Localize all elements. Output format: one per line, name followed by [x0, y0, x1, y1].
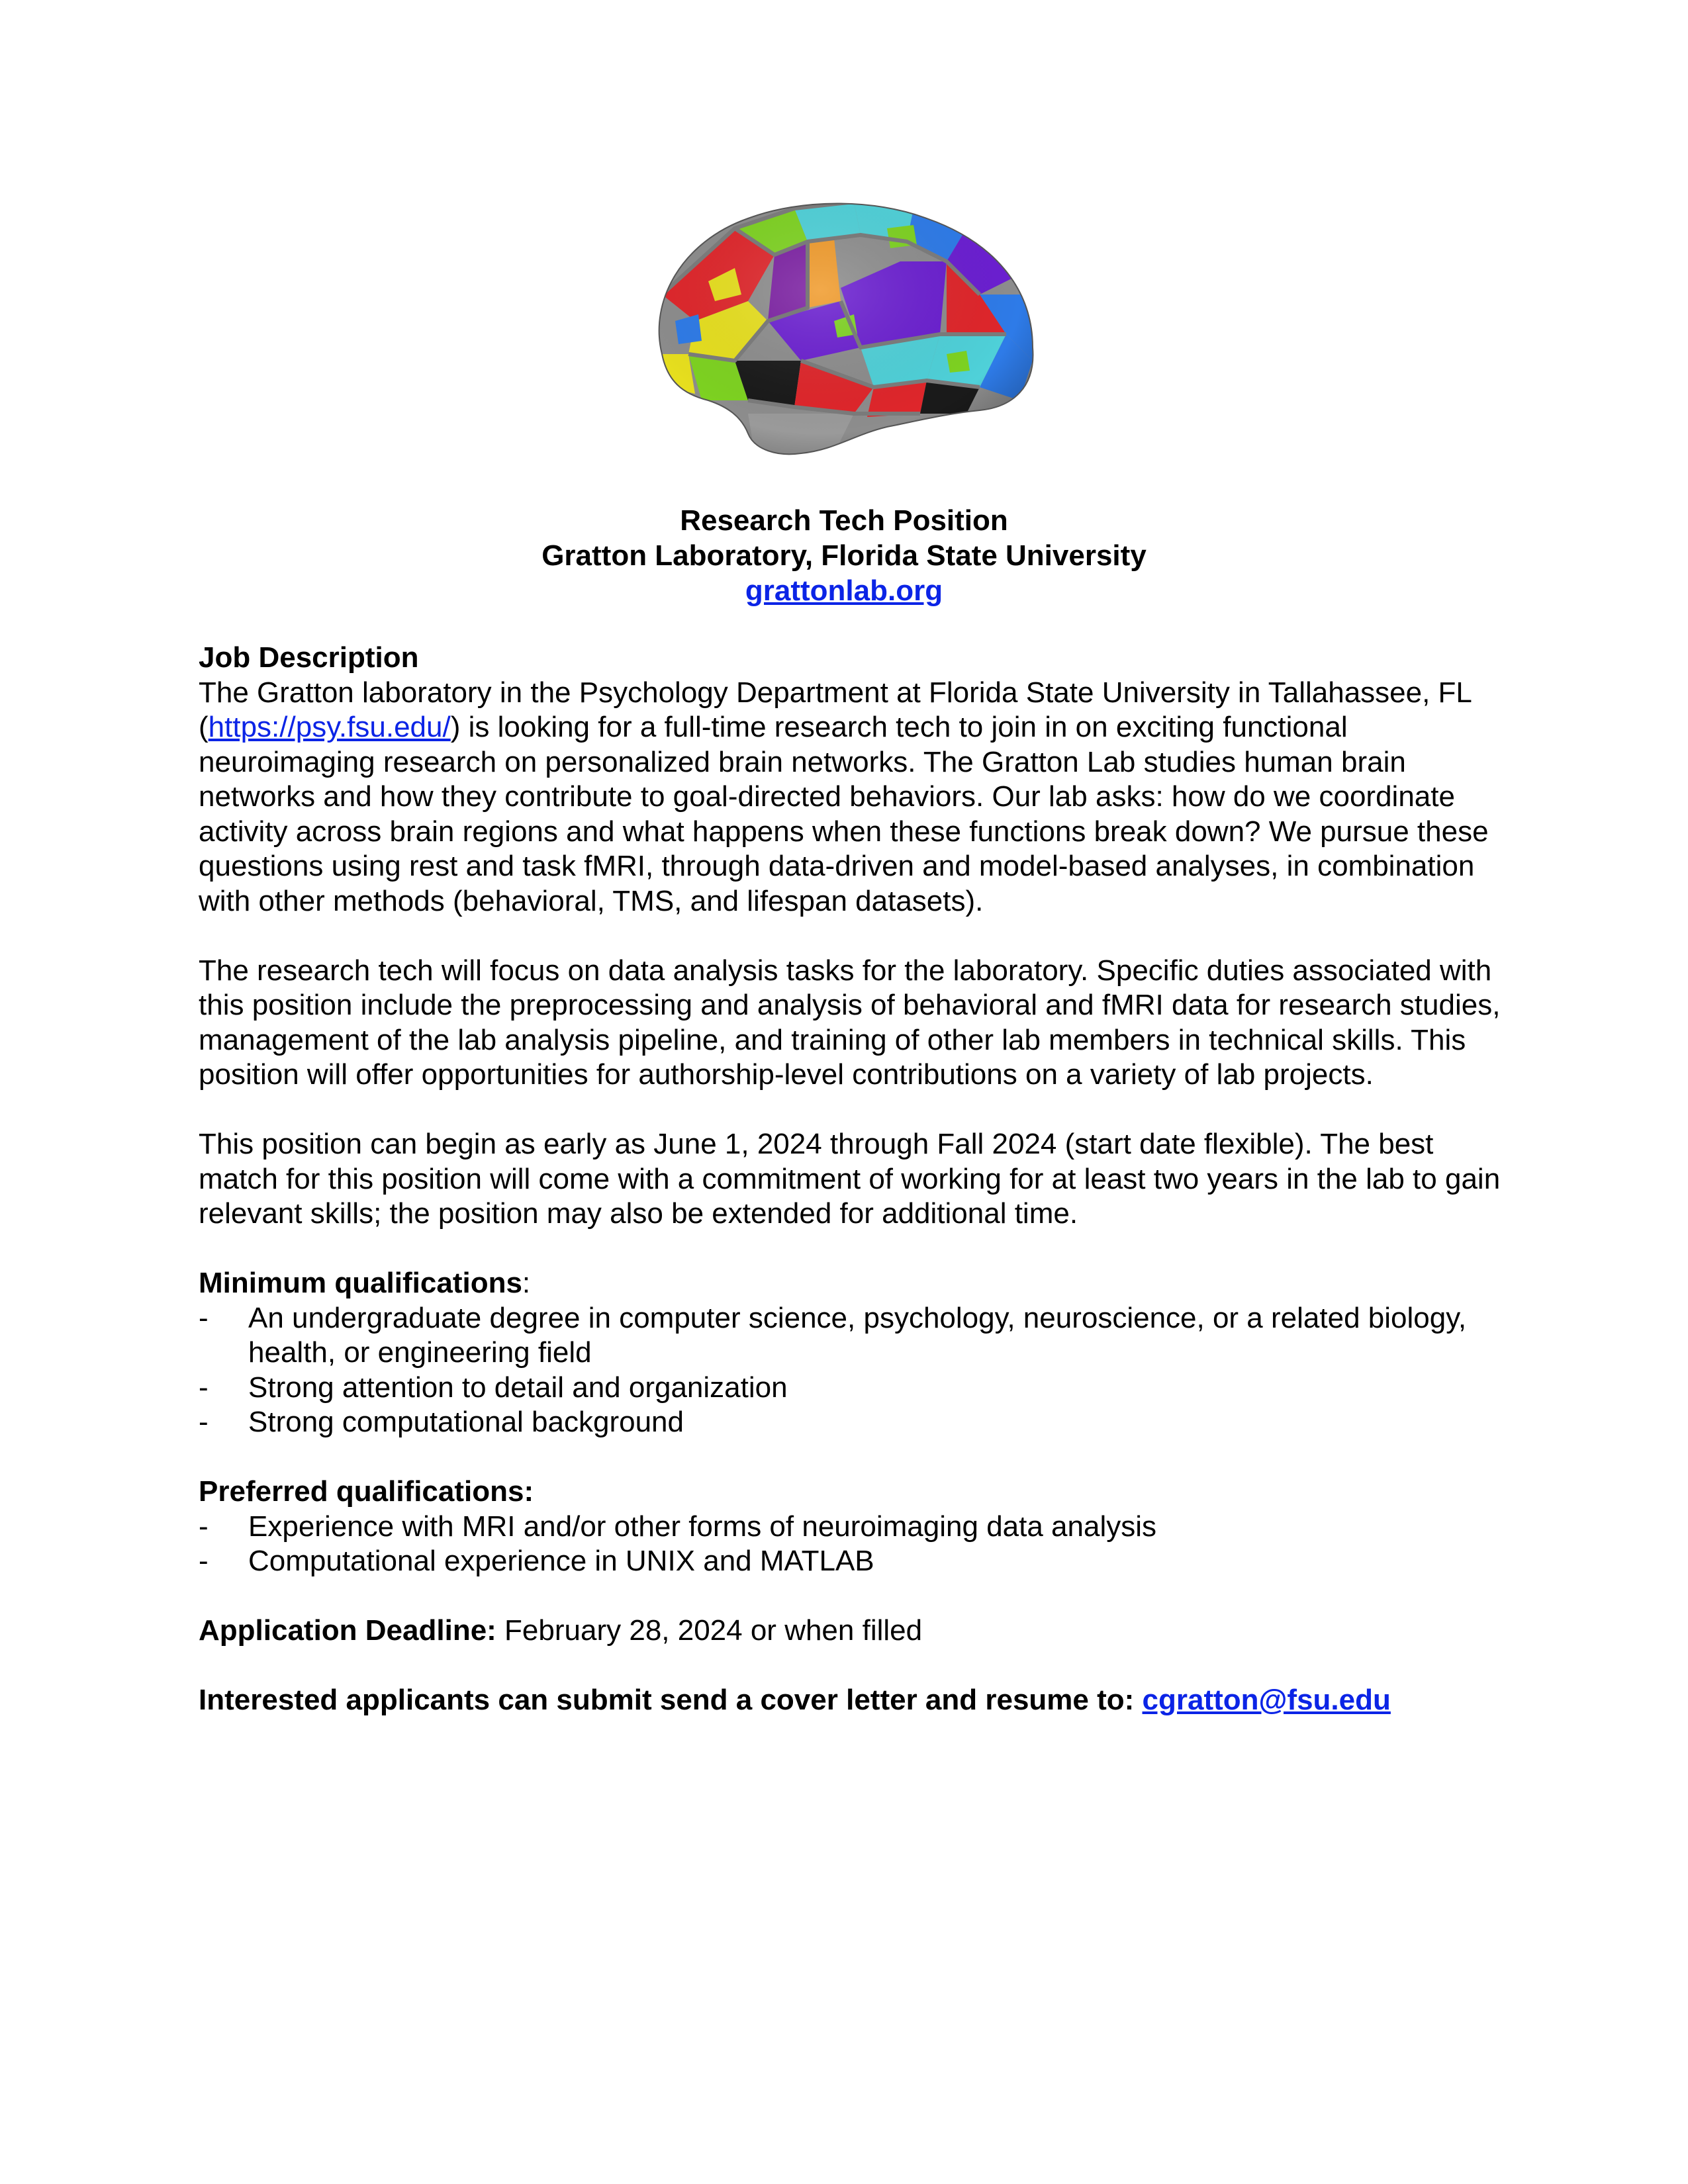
- preferred-qualifications-heading: Preferred qualifications:: [199, 1475, 534, 1508]
- submission-instructions: [199, 1683, 1509, 1718]
- list-item-text: Experience with MRI and/or other forms of neuroimaging data analysis: [248, 1510, 1157, 1543]
- position-title: Research Tech Position: [680, 504, 1008, 537]
- job-description-heading: Job Description: [199, 641, 419, 674]
- document-body: [199, 641, 1509, 1718]
- list-item: [199, 1405, 1509, 1440]
- dash-bullet: -: [199, 1301, 209, 1334]
- lab-website-link[interactable]: grattonlab.org: [745, 574, 943, 607]
- document-header: [0, 503, 1688, 608]
- list-item: [199, 1510, 1509, 1545]
- dash-bullet: -: [199, 1406, 209, 1438]
- preferred-qualifications-list: [199, 1510, 1509, 1579]
- para1-text-end: ) is looking for a full-time research tech to join in on exciting functional neuroimaging research on personalized brain networks. The Gratton Lab studies human brain networks and how they contribute to goal-directed behaviors. Our lab asks: how do we coordinate activity across brain regions and what happens when these functions break down? We pursue these questions using rest and task fMRI, through data-driven and model-based analyses, in combination with other methods (behavioral, TMS, and lifespan datasets).: [199, 711, 1489, 917]
- deadline-label: Application Deadline:: [199, 1614, 496, 1647]
- list-item: [199, 1301, 1509, 1371]
- duties-paragraph: The research tech will focus on data analysis tasks for the laboratory. Specific duties associated with this position include the preprocessing and analysis of behavioral and fMRI data for research studies, management of the lab analysis pipeline, and training of other lab members in technical skills. This position will offer opportunities for authorship-level contributions on a variety of lab projects.: [199, 954, 1501, 1091]
- dash-bullet: -: [199, 1510, 209, 1543]
- dash-bullet: -: [199, 1371, 209, 1404]
- list-item-text: Computational experience in UNIX and MATLAB: [248, 1545, 874, 1577]
- job-description-section: [199, 641, 1509, 919]
- start-date-paragraph: This position can begin as early as June 1, 2024 through Fall 2024 (start date flexible). The best match for this position will come with a commitment of working for at least two years in the lab to gain relevant skills; the position may also be extended for additional time.: [199, 1128, 1501, 1230]
- para1-text-start: The Gratton laboratory in the Psychology Department at Florida State University in Tallahassee, FL (: [199, 676, 1472, 743]
- minimum-qualifications-list: [199, 1301, 1509, 1440]
- list-item-text: An undergraduate degree in computer science, psychology, neuroscience, or a related biology, health, or engineering field: [248, 1301, 1467, 1369]
- dash-bullet: -: [199, 1545, 209, 1577]
- application-deadline: [199, 1614, 1509, 1649]
- minimum-qualifications-heading: [199, 1266, 1509, 1301]
- list-item: [199, 1371, 1509, 1406]
- brain-parcellation-icon: [635, 189, 1046, 480]
- psychology-department-link[interactable]: https://psy.fsu.edu/: [208, 711, 451, 743]
- contact-email-link[interactable]: cgratton@fsu.edu: [1142, 1684, 1391, 1716]
- brain-network-figure: [635, 189, 1046, 480]
- deadline-value: February 28, 2024 or when filled: [496, 1614, 923, 1647]
- job-description-paragraph: [199, 676, 1509, 919]
- list-item-text: Strong attention to detail and organization: [248, 1371, 788, 1404]
- list-item-text: Strong computational background: [248, 1406, 684, 1438]
- minimum-qualifications-label: Minimum qualifications: [199, 1267, 522, 1299]
- lab-name: Gratton Laboratory, Florida State University: [541, 539, 1147, 572]
- submission-text: Interested applicants can submit send a cover letter and resume to:: [199, 1684, 1143, 1716]
- list-item: [199, 1544, 1509, 1579]
- heading-colon: :: [522, 1267, 531, 1299]
